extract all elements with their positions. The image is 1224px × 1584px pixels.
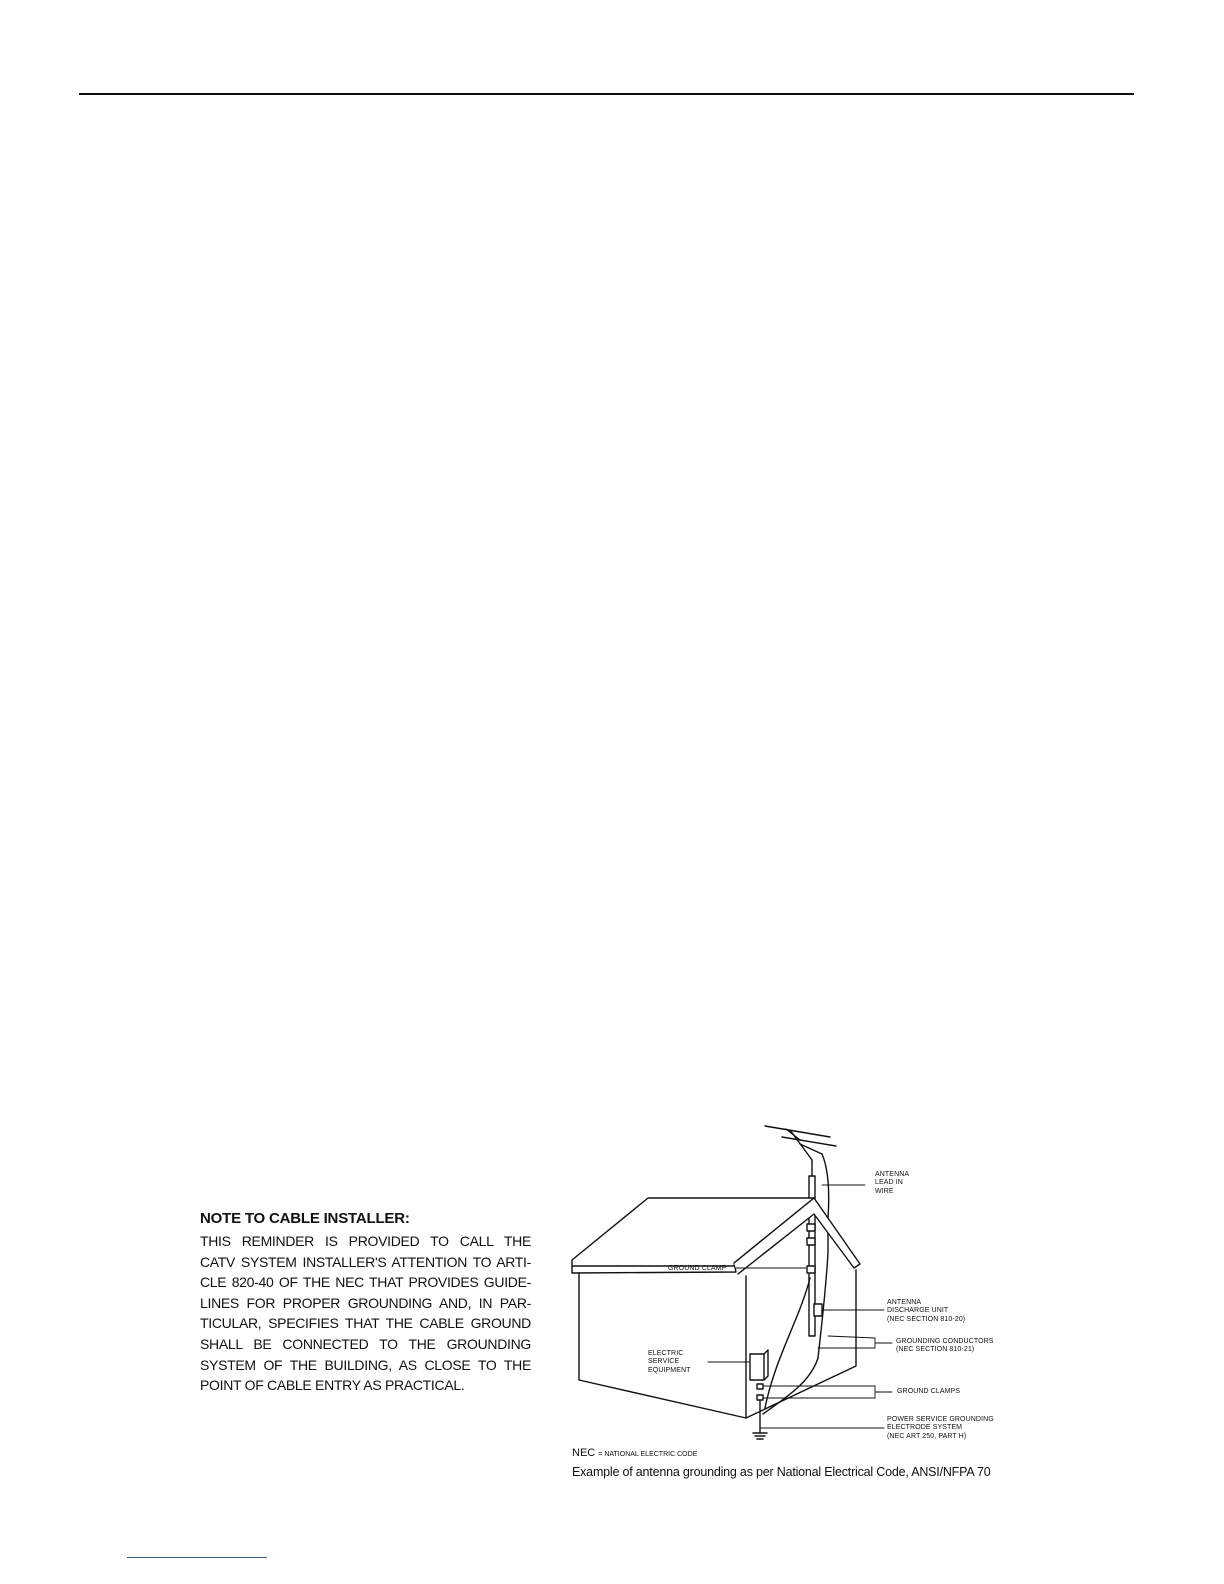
note-line: CLE 820-40 OF THE NEC THAT PROVIDES GUIDE-	[200, 1274, 531, 1291]
note-line: SYSTEM OF THE BUILDING, AS CLOSE TO THE	[200, 1356, 531, 1373]
diagram-caption: Example of antenna grounding as per National Electrical Code, ANSI/NFPA 70	[572, 1465, 991, 1479]
front-wall	[579, 1273, 746, 1418]
label-discharge-unit: ANTENNA DISCHARGE UNIT (NEC SECTION 810-20)	[887, 1299, 966, 1323]
note-line: THIS REMINDER IS PROVIDED TO CALL THE	[200, 1233, 531, 1249]
antenna-icon	[765, 1126, 836, 1176]
nec-abbr: NEC	[572, 1447, 596, 1459]
label-electric-service: ELECTRIC SERVICE EQUIPMENT	[648, 1350, 691, 1374]
note-line: LINES FOR PROPER GROUNDING AND, IN PAR-	[200, 1294, 531, 1311]
grounding-conductor	[765, 1278, 810, 1408]
note-title: NOTE TO CABLE INSTALLER:	[200, 1210, 410, 1227]
note-line: CATV SYSTEM INSTALLER'S ATTENTION TO ARTI-	[200, 1253, 531, 1270]
nec-legend	[572, 1447, 697, 1459]
antenna-grounding-diagram	[560, 1118, 1040, 1468]
header-rule	[79, 93, 1134, 95]
label-ground-clamp: GROUND CLAMP	[668, 1265, 727, 1272]
footer-link-underline	[127, 1557, 267, 1558]
label-ground-clamps: GROUND CLAMPS	[897, 1388, 961, 1395]
nec-definition: = NATIONAL ELECTRIC CODE	[598, 1451, 698, 1458]
note-line: SHALL BE CONNECTED TO THE GROUNDING	[200, 1335, 531, 1352]
electric-service-box	[750, 1354, 764, 1380]
note-line: POINT OF CABLE ENTRY AS PRACTICAL.	[200, 1377, 465, 1394]
discharge-unit	[814, 1304, 822, 1316]
note-line: TICULAR, SPECIFIES THAT THE CABLE GROUND	[200, 1315, 531, 1332]
label-power-service: POWER SERVICE GROUNDING ELECTRODE SYSTEM (NEC ART 250, PART H)	[887, 1416, 994, 1440]
label-grounding-conductors: GROUNDING CONDUCTORS (NEC SECTION 810-21)	[896, 1338, 994, 1354]
label-antenna-lead-in: ANTENNA LEAD IN WIRE	[875, 1171, 910, 1195]
cable-installer-note	[200, 1210, 531, 1396]
